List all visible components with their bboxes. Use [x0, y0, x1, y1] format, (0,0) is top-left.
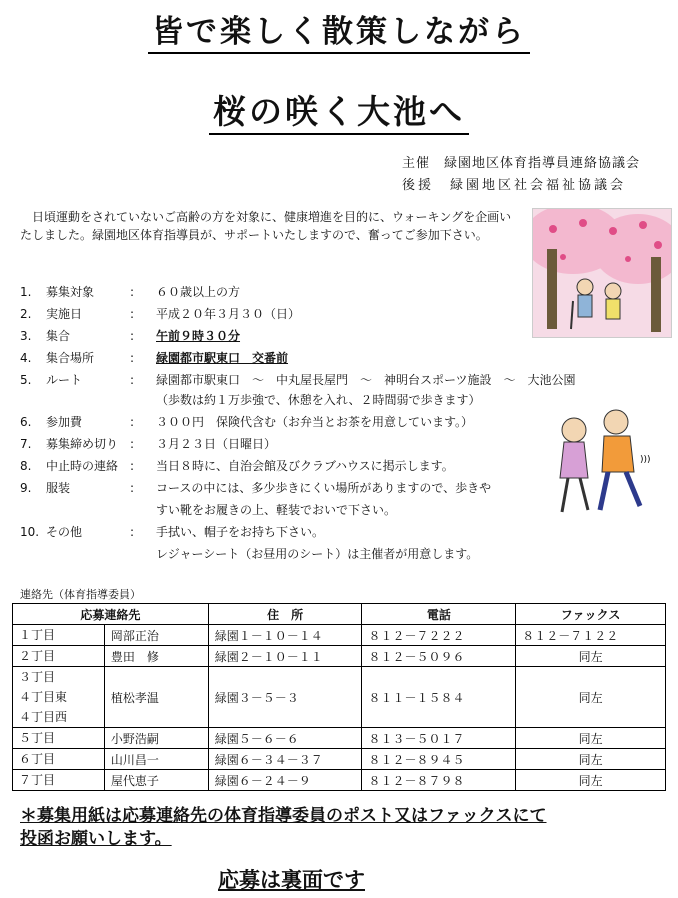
table-row	[13, 646, 666, 667]
address-cell: 緑園６－３４－３７	[208, 749, 362, 770]
phone-cell: ８１２－７２２２	[362, 625, 516, 646]
item-num: 4.	[20, 351, 32, 365]
district-cell: ７丁目	[13, 770, 105, 791]
item-label: その他	[46, 525, 83, 539]
address-cell: 緑園６－２４－９	[208, 770, 362, 791]
fax-cell: 同左	[516, 667, 666, 728]
item-colon: :	[130, 285, 135, 299]
organizer-host: 主催 緑園地区体育指導員連絡協議会	[402, 156, 641, 171]
item-label: 集合	[46, 329, 71, 343]
note-line1: ＊募集用紙は応募連絡先の体育指導委員のポスト又はファックスにて	[20, 806, 547, 826]
item-num: 2.	[20, 307, 32, 321]
item-label: ルート	[46, 373, 83, 387]
district-cell: ３丁目 ４丁目東 ４丁目西	[13, 667, 105, 728]
item-value: 当日８時に、自治会館及びクラブハウスに掲示します。	[156, 459, 454, 473]
item-label: 実施日	[46, 307, 83, 321]
item-label: 集合場所	[46, 351, 95, 365]
fax-cell: 同左	[516, 749, 666, 770]
title-line2: 桜の咲く大池へ	[0, 86, 678, 133]
item-colon: :	[130, 459, 135, 473]
fax-cell: 同左	[516, 646, 666, 667]
item-value-continued: すい靴をお履きの上、軽装でおいで下さい。	[156, 503, 397, 517]
fax-cell: ８１２－７１２２	[516, 625, 666, 646]
item-colon: :	[130, 307, 135, 321]
footer-text: 応募は裏面です	[218, 868, 365, 892]
header-fax: ファックス	[516, 604, 666, 625]
submission-note	[20, 805, 670, 851]
note-line2: 投函お願いします。	[20, 829, 172, 849]
item-colon: :	[130, 437, 135, 451]
item-value: 午前９時３０分	[156, 329, 241, 343]
name-cell: 植松孝温	[104, 667, 208, 728]
item-value: 緑園都市駅東口 交番前	[156, 351, 289, 365]
name-cell: 山川昌一	[104, 749, 208, 770]
name-cell: 豊田 修	[104, 646, 208, 667]
item-value: 手拭い、帽子をお持ち下さい。	[156, 525, 325, 539]
table-row	[13, 667, 666, 728]
title-line1: 皆で楽しく散策しながら	[0, 6, 678, 51]
district-cell: ５丁目	[13, 728, 105, 749]
item-label: 募集対象	[46, 285, 95, 299]
item-colon: :	[130, 373, 135, 387]
item-colon: :	[130, 329, 135, 343]
phone-cell: ８１２－８９４５	[362, 749, 516, 770]
table-header-row	[13, 604, 666, 625]
name-cell: 屋代恵子	[104, 770, 208, 791]
item-value: 緑園都市駅東口 ～ 中丸屋長屋門 ～ 神明台スポーツ施設 ～ 大池公園	[156, 373, 576, 387]
intro-text: 日頃運動をされていないご高齢の方を対象に、健康増進を目的に、ウォーキングを企画いたしました。緑園地区体育指導員が、サポートいたしますので、奮ってご参加下さい。	[20, 210, 512, 242]
item-label: 募集締め切り	[46, 437, 119, 451]
item-colon: :	[130, 415, 135, 429]
item-value: ３００円 保険代含む（お弁当とお茶を用意しています。）	[156, 415, 474, 429]
item-label: 服装	[46, 481, 71, 495]
item-value: ３月２３日（日曜日）	[156, 437, 277, 451]
contact-label: 連絡先（体育指導委員）	[20, 588, 141, 601]
table-row	[13, 749, 666, 770]
table-row	[13, 625, 666, 646]
item-label: 中止時の連絡	[46, 459, 119, 473]
phone-cell: ８１２－８７９８	[362, 770, 516, 791]
item-colon: :	[130, 351, 135, 365]
fax-cell: 同左	[516, 770, 666, 791]
cherry-blossom-illustration	[532, 208, 672, 338]
item-num: 10.	[20, 525, 40, 539]
table-row	[13, 770, 666, 791]
organizer-support: 後援 緑園地区社会福祉協議会	[402, 178, 627, 193]
item-value: ６０歳以上の方	[156, 285, 241, 299]
address-cell: 緑園２－１０－１１	[208, 646, 362, 667]
phone-cell: ８１３－５０１７	[362, 728, 516, 749]
phone-cell: ８１２－５０９６	[362, 646, 516, 667]
header-contact: 応募連絡先	[13, 604, 209, 625]
address-cell: 緑園５－６－６	[208, 728, 362, 749]
item-value: 平成２０年３月３０（日）	[156, 307, 301, 321]
district-cell: ６丁目	[13, 749, 105, 770]
phone-cell: ８１１－１５８４	[362, 667, 516, 728]
item-num: 6.	[20, 415, 32, 429]
item-label: 参加費	[46, 415, 83, 429]
item-value: コースの中には、多少歩きにくい場所がありますので、歩きや	[156, 481, 492, 495]
item-value-continued: レジャーシート（お昼用のシート）は主催者が用意します。	[156, 547, 479, 561]
header-phone: 電話	[362, 604, 516, 625]
address-cell: 緑園１－１０－１４	[208, 625, 362, 646]
item-colon: :	[130, 481, 135, 495]
item-num: 1.	[20, 285, 32, 299]
address-cell: 緑園３－５－３	[208, 667, 362, 728]
name-cell: 小野浩嗣	[104, 728, 208, 749]
header-address: 住 所	[208, 604, 362, 625]
item-colon: :	[130, 525, 135, 539]
item-num: 8.	[20, 459, 32, 473]
fax-cell: 同左	[516, 728, 666, 749]
item-num: 3.	[20, 329, 32, 343]
name-cell: 岡部正治	[104, 625, 208, 646]
item-num: 9.	[20, 481, 32, 495]
contacts-table	[12, 603, 666, 791]
item-value-continued: （歩数は約１万歩強で、休憩を入れ、２時間弱で歩きます）	[156, 393, 481, 407]
item-num: 5.	[20, 373, 32, 387]
walking-couple-illustration	[544, 400, 656, 518]
district-cell: ２丁目	[13, 646, 105, 667]
district-cell: １丁目	[13, 625, 105, 646]
item-num: 7.	[20, 437, 32, 451]
svg-text:))): )))	[640, 455, 651, 465]
table-row	[13, 728, 666, 749]
